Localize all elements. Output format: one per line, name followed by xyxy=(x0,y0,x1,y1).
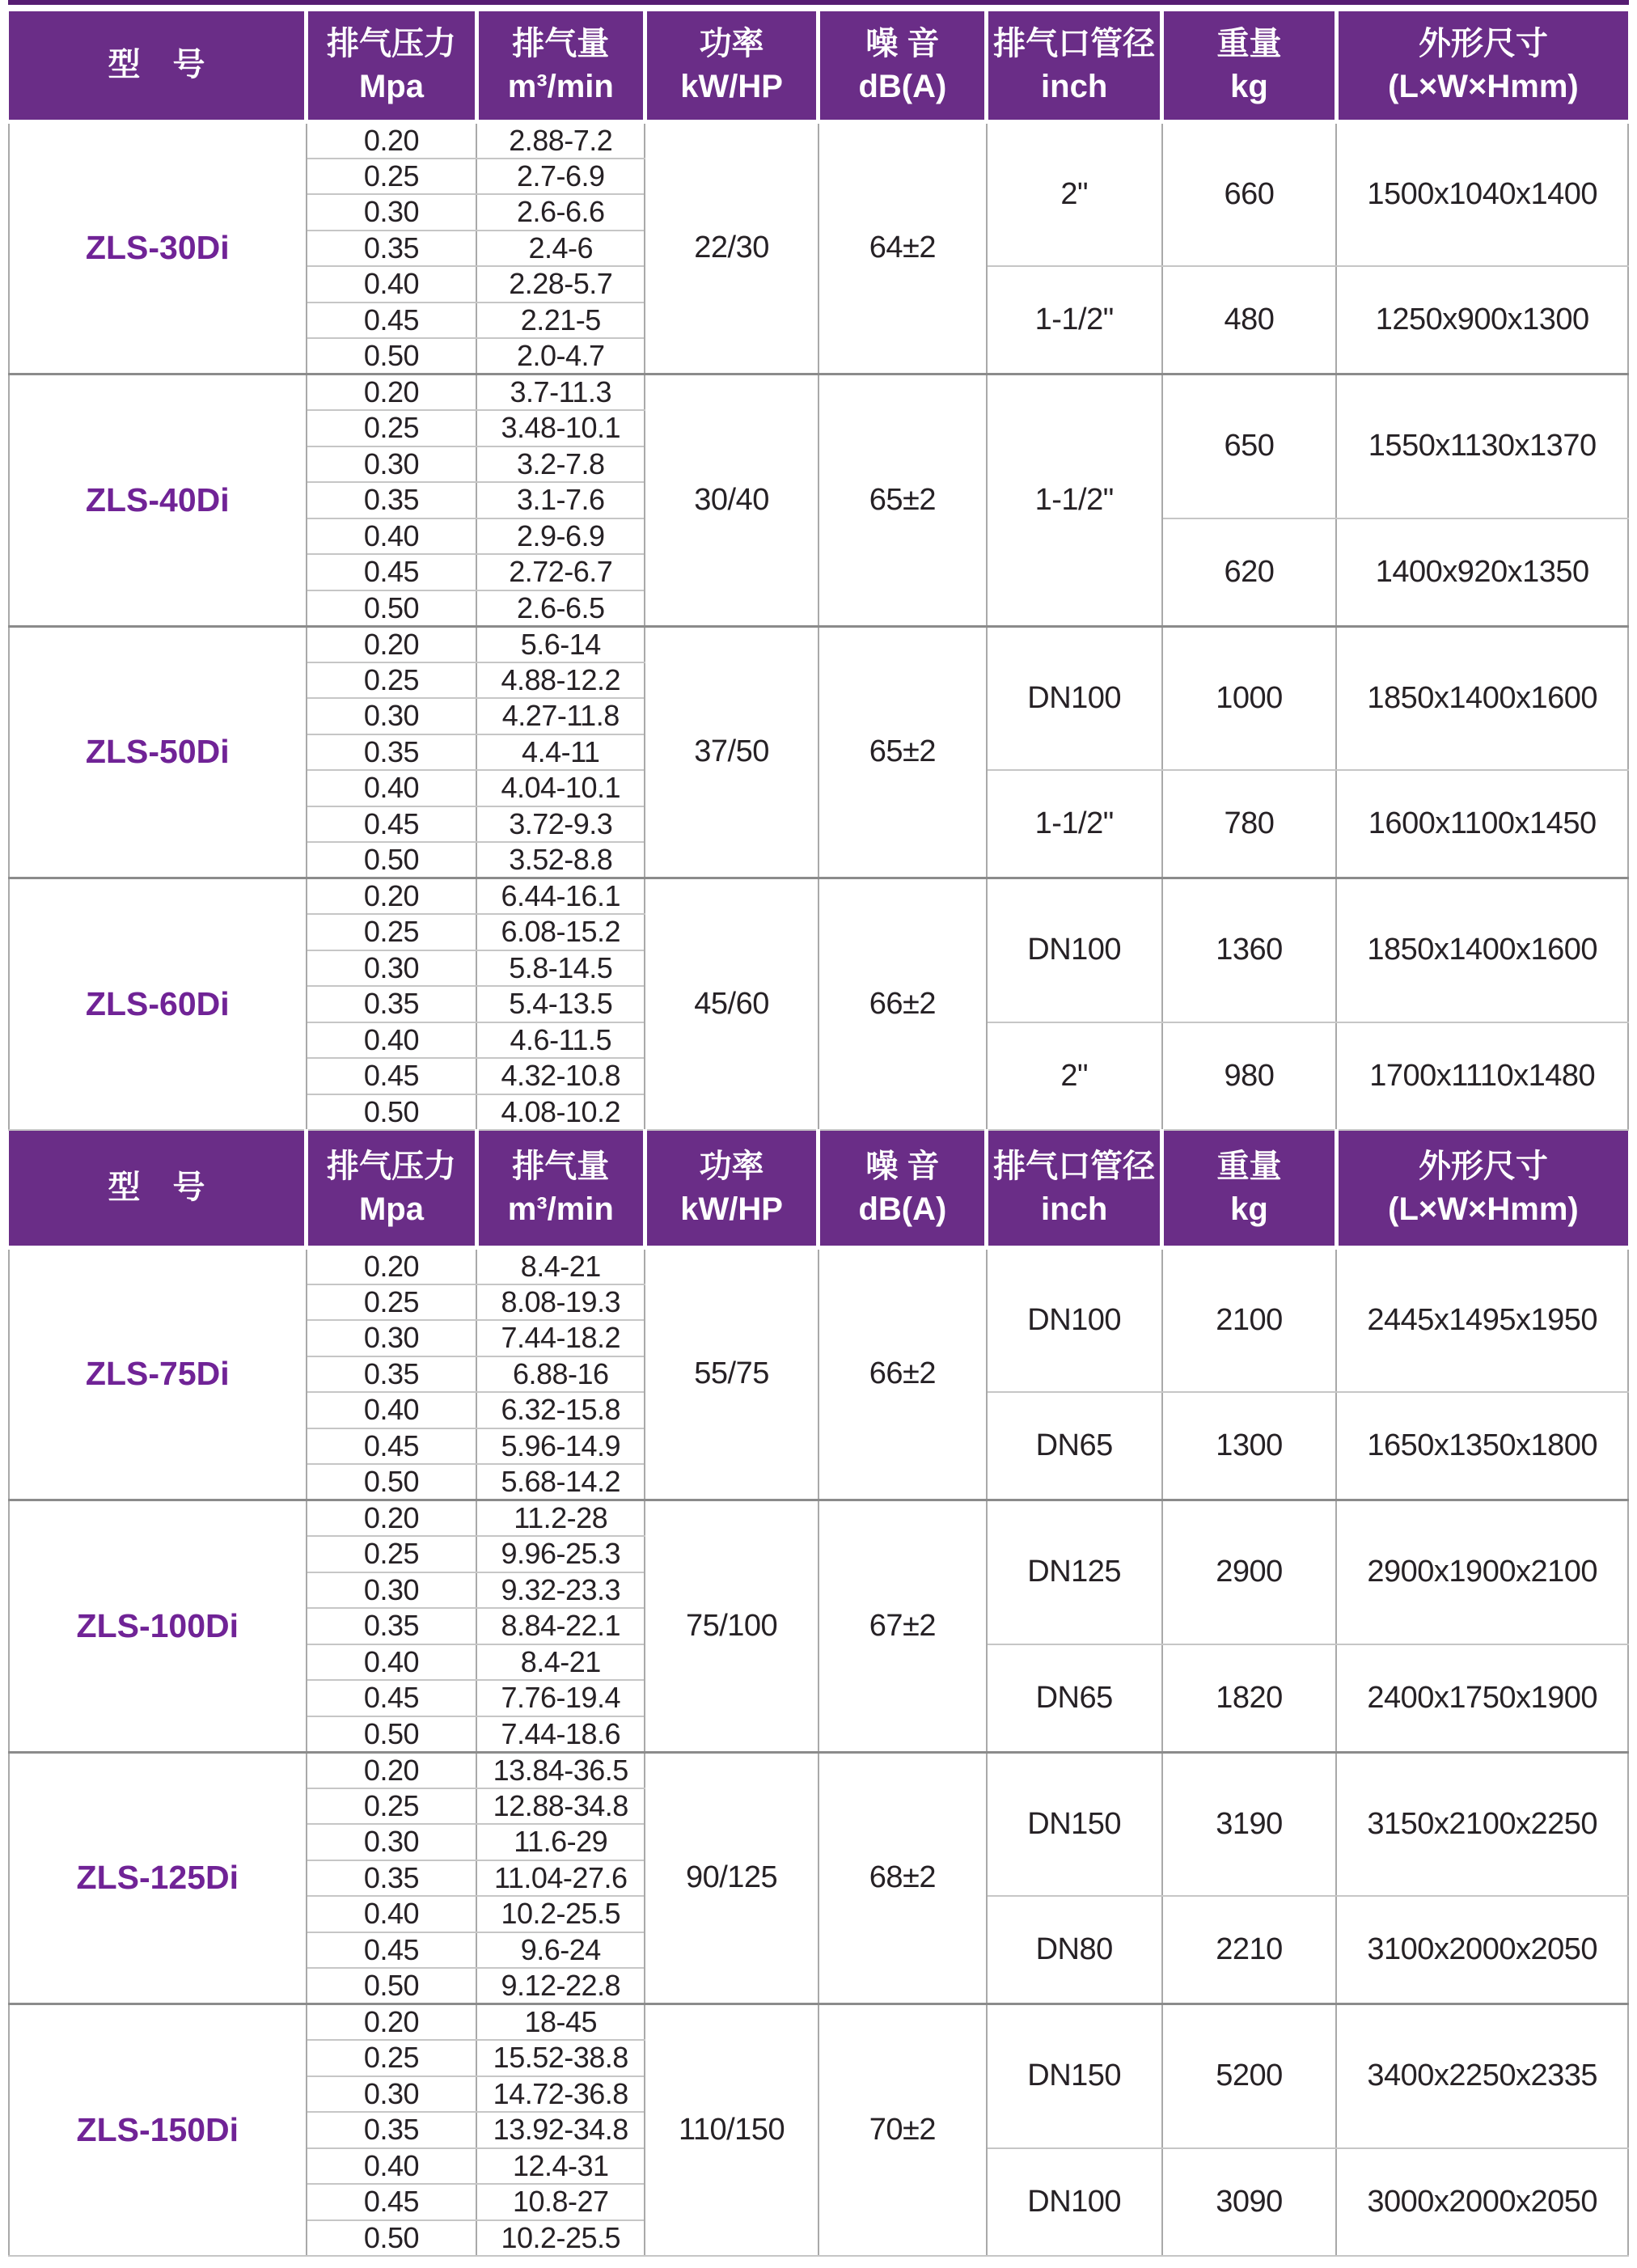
pipe-cell: DN80 xyxy=(987,1896,1162,2004)
flow-cell: 7.76-19.4 xyxy=(476,1680,645,1716)
power-cell: 22/30 xyxy=(645,121,818,374)
flow-cell: 13.92-34.8 xyxy=(476,2112,645,2148)
pressure-cell: 0.40 xyxy=(307,1022,477,1059)
header-sublabel: m³/min xyxy=(507,1191,614,1227)
pressure-cell: 0.25 xyxy=(307,1536,477,1572)
header-sublabel: kW/HP xyxy=(680,1191,783,1227)
header-sublabel: kg xyxy=(1230,68,1268,104)
section-data-row xyxy=(9,1247,1628,1284)
model-cell: ZLS-50Di xyxy=(9,626,307,878)
pressure-cell: 0.45 xyxy=(307,1680,477,1716)
section-data-row xyxy=(9,1752,1628,1788)
power-cell: 110/150 xyxy=(645,2004,818,2257)
noise-cell: 66±2 xyxy=(818,878,987,1131)
section-data-row xyxy=(9,121,1628,159)
pressure-cell: 0.50 xyxy=(307,590,477,627)
pressure-cell: 0.40 xyxy=(307,770,477,806)
header-sublabel: dB(A) xyxy=(858,1191,947,1227)
flow-cell: 8.84-22.1 xyxy=(476,1608,645,1644)
pressure-cell: 0.20 xyxy=(307,1247,477,1284)
section-data-row xyxy=(9,878,1628,915)
model-cell: ZLS-30Di xyxy=(9,121,307,374)
pressure-cell: 0.25 xyxy=(307,662,477,699)
flow-cell: 2.88-7.2 xyxy=(476,121,645,159)
flow-cell: 11.04-27.6 xyxy=(476,1860,645,1897)
header-label: 重量 xyxy=(1216,1148,1282,1184)
flow-cell: 8.4-21 xyxy=(476,1247,645,1284)
header-cell-noise xyxy=(818,11,987,121)
pressure-cell: 0.30 xyxy=(307,1824,477,1860)
pressure-cell: 0.35 xyxy=(307,1356,477,1393)
flow-cell: 2.7-6.9 xyxy=(476,159,645,195)
header-label: 功率 xyxy=(699,25,764,61)
dims-cell: 2400x1750x1900 xyxy=(1336,1644,1628,1753)
pipe-cell: DN100 xyxy=(987,1247,1162,1392)
dims-cell: 3150x2100x2250 xyxy=(1336,1752,1628,1896)
header-cell-weight xyxy=(1162,11,1337,121)
weight-cell: 1000 xyxy=(1162,626,1337,770)
flow-cell: 12.88-34.8 xyxy=(476,1788,645,1825)
pressure-cell: 0.40 xyxy=(307,1896,477,1932)
header-row xyxy=(9,11,1628,121)
pressure-cell: 0.20 xyxy=(307,626,477,662)
dims-cell: 1400x920x1350 xyxy=(1336,518,1628,627)
pressure-cell: 0.30 xyxy=(307,446,477,483)
noise-cell: 70±2 xyxy=(818,2004,987,2257)
flow-cell: 4.88-12.2 xyxy=(476,662,645,699)
flow-cell: 2.21-5 xyxy=(476,303,645,339)
flow-cell: 6.08-15.2 xyxy=(476,914,645,950)
pipe-cell: DN65 xyxy=(987,1392,1162,1500)
pipe-cell: 2" xyxy=(987,1022,1162,1131)
pressure-cell: 0.40 xyxy=(307,2148,477,2185)
flow-cell: 3.1-7.6 xyxy=(476,482,645,518)
header-cell-power xyxy=(645,11,818,121)
dims-cell: 1600x1100x1450 xyxy=(1336,770,1628,878)
pressure-cell: 0.30 xyxy=(307,698,477,734)
pressure-cell: 0.45 xyxy=(307,1932,477,1969)
noise-cell: 68±2 xyxy=(818,1752,987,2004)
header-label: 排气压力 xyxy=(326,25,456,61)
pressure-cell: 0.35 xyxy=(307,1608,477,1644)
pressure-cell: 0.30 xyxy=(307,2076,477,2113)
pipe-cell: DN150 xyxy=(987,1752,1162,1896)
pressure-cell: 0.50 xyxy=(307,1968,477,2004)
dims-cell: 1650x1350x1800 xyxy=(1336,1392,1628,1500)
weight-cell: 1360 xyxy=(1162,878,1337,1022)
section-data-row xyxy=(9,626,1628,662)
mid-header-cell-noise xyxy=(818,1130,987,1247)
model-cell: ZLS-60Di xyxy=(9,878,307,1131)
dims-cell: 1250x900x1300 xyxy=(1336,266,1628,374)
header-sublabel: (L×W×Hmm) xyxy=(1388,1191,1579,1227)
weight-cell: 620 xyxy=(1162,518,1337,627)
pipe-cell: DN150 xyxy=(987,2004,1162,2148)
model-cell: ZLS-100Di xyxy=(9,1500,307,1753)
pressure-cell: 0.45 xyxy=(307,2184,477,2220)
dims-cell: 2900x1900x2100 xyxy=(1336,1500,1628,1644)
pressure-cell: 0.45 xyxy=(307,1058,477,1094)
model-cell: ZLS-40Di xyxy=(9,374,307,627)
model-cell: ZLS-125Di xyxy=(9,1752,307,2004)
header-label: 排气量 xyxy=(512,25,610,61)
flow-cell: 3.7-11.3 xyxy=(476,374,645,411)
mid-header-cell-model xyxy=(9,1130,307,1247)
pressure-cell: 0.35 xyxy=(307,734,477,771)
pressure-cell: 0.50 xyxy=(307,1716,477,1753)
pressure-cell: 0.20 xyxy=(307,1752,477,1788)
flow-cell: 4.32-10.8 xyxy=(476,1058,645,1094)
flow-cell: 2.28-5.7 xyxy=(476,266,645,303)
section-data-row xyxy=(9,2004,1628,2041)
flow-cell: 9.96-25.3 xyxy=(476,1536,645,1572)
pipe-cell: 2" xyxy=(987,121,1162,266)
weight-cell: 1820 xyxy=(1162,1644,1337,1753)
table-body xyxy=(9,121,1628,2256)
pressure-cell: 0.25 xyxy=(307,410,477,446)
flow-cell: 2.72-6.7 xyxy=(476,554,645,590)
flow-cell: 11.2-28 xyxy=(476,1500,645,1537)
header-cell-model xyxy=(9,11,307,121)
pressure-cell: 0.30 xyxy=(307,1320,477,1356)
pressure-cell: 0.20 xyxy=(307,2004,477,2041)
flow-cell: 3.72-9.3 xyxy=(476,806,645,843)
header-label: 排气压力 xyxy=(326,1148,456,1184)
flow-cell: 9.6-24 xyxy=(476,1932,645,1969)
pressure-cell: 0.45 xyxy=(307,806,477,843)
flow-cell: 2.6-6.5 xyxy=(476,590,645,627)
flow-cell: 3.52-8.8 xyxy=(476,842,645,878)
weight-cell: 660 xyxy=(1162,121,1337,266)
weight-cell: 650 xyxy=(1162,374,1337,518)
pressure-cell: 0.35 xyxy=(307,1860,477,1897)
pressure-cell: 0.35 xyxy=(307,2112,477,2148)
weight-cell: 3190 xyxy=(1162,1752,1337,1896)
pressure-cell: 0.30 xyxy=(307,194,477,231)
pressure-cell: 0.35 xyxy=(307,482,477,518)
flow-cell: 11.6-29 xyxy=(476,1824,645,1860)
flow-cell: 3.48-10.1 xyxy=(476,410,645,446)
flow-cell: 8.4-21 xyxy=(476,1644,645,1681)
dims-cell: 1850x1400x1600 xyxy=(1336,878,1628,1022)
flow-cell: 4.27-11.8 xyxy=(476,698,645,734)
spec-table xyxy=(8,11,1629,2257)
flow-cell: 5.68-14.2 xyxy=(476,1464,645,1500)
pressure-cell: 0.25 xyxy=(307,2040,477,2076)
model-cell: ZLS-75Di xyxy=(9,1247,307,1500)
pressure-cell: 0.50 xyxy=(307,2220,477,2257)
model-cell: ZLS-150Di xyxy=(9,2004,307,2257)
flow-cell: 5.96-14.9 xyxy=(476,1428,645,1465)
pipe-cell: 1-1/2" xyxy=(987,266,1162,374)
header-label: 功率 xyxy=(699,1148,764,1184)
pressure-cell: 0.35 xyxy=(307,986,477,1022)
weight-cell: 780 xyxy=(1162,770,1337,878)
pipe-cell: DN125 xyxy=(987,1500,1162,1644)
pressure-cell: 0.20 xyxy=(307,1500,477,1537)
dims-cell: 3000x2000x2050 xyxy=(1336,2148,1628,2257)
dims-cell: 1500x1040x1400 xyxy=(1336,121,1628,266)
weight-cell: 2100 xyxy=(1162,1247,1337,1392)
pressure-cell: 0.30 xyxy=(307,1572,477,1609)
flow-cell: 5.8-14.5 xyxy=(476,950,645,987)
flow-cell: 5.6-14 xyxy=(476,626,645,662)
mid-header-cell-power xyxy=(645,1130,818,1247)
flow-cell: 4.08-10.2 xyxy=(476,1094,645,1131)
flow-cell: 14.72-36.8 xyxy=(476,2076,645,2113)
header-sublabel: (L×W×Hmm) xyxy=(1388,68,1579,104)
pressure-cell: 0.50 xyxy=(307,338,477,374)
pressure-cell: 0.45 xyxy=(307,554,477,590)
dims-cell: 3400x2250x2335 xyxy=(1336,2004,1628,2148)
header-sublabel: kg xyxy=(1230,1191,1268,1227)
dims-cell: 2445x1495x1950 xyxy=(1336,1247,1628,1392)
pressure-cell: 0.20 xyxy=(307,374,477,411)
weight-cell: 2210 xyxy=(1162,1896,1337,2004)
noise-cell: 65±2 xyxy=(818,374,987,627)
header-sublabel: inch xyxy=(1041,68,1108,104)
header-sublabel: dB(A) xyxy=(858,68,947,104)
dims-cell: 1850x1400x1600 xyxy=(1336,626,1628,770)
header-sublabel: inch xyxy=(1041,1191,1108,1227)
weight-cell: 480 xyxy=(1162,266,1337,374)
flow-cell: 6.88-16 xyxy=(476,1356,645,1393)
pressure-cell: 0.50 xyxy=(307,1094,477,1131)
flow-cell: 15.52-38.8 xyxy=(476,2040,645,2076)
header-sublabel: kW/HP xyxy=(680,68,783,104)
noise-cell: 65±2 xyxy=(818,626,987,878)
pressure-cell: 0.30 xyxy=(307,950,477,987)
noise-cell: 64±2 xyxy=(818,121,987,374)
header-label: 外形尺寸 xyxy=(1418,25,1548,61)
header-label: 排气口管径 xyxy=(993,25,1156,61)
weight-cell: 1300 xyxy=(1162,1392,1337,1500)
flow-cell: 10.8-27 xyxy=(476,2184,645,2220)
flow-cell: 10.2-25.5 xyxy=(476,1896,645,1932)
power-cell: 55/75 xyxy=(645,1247,818,1500)
mid-header-cell-pressure xyxy=(307,1130,477,1247)
header-label: 排气口管径 xyxy=(993,1148,1156,1184)
header-label: 噪 音 xyxy=(865,25,940,61)
flow-cell: 7.44-18.6 xyxy=(476,1716,645,1753)
noise-cell: 66±2 xyxy=(818,1247,987,1500)
mid-header-cell-pipe xyxy=(987,1130,1162,1247)
pressure-cell: 0.45 xyxy=(307,1428,477,1465)
flow-cell: 13.84-36.5 xyxy=(476,1752,645,1788)
header-label: 型 号 xyxy=(108,1170,205,1206)
flow-cell: 12.4-31 xyxy=(476,2148,645,2185)
mid-header-cell-flow xyxy=(476,1130,645,1247)
flow-cell: 2.0-4.7 xyxy=(476,338,645,374)
flow-cell: 4.4-11 xyxy=(476,734,645,771)
pressure-cell: 0.25 xyxy=(307,1284,477,1321)
weight-cell: 2900 xyxy=(1162,1500,1337,1644)
pressure-cell: 0.20 xyxy=(307,878,477,915)
pressure-cell: 0.25 xyxy=(307,914,477,950)
pressure-cell: 0.40 xyxy=(307,266,477,303)
weight-cell: 3090 xyxy=(1162,2148,1337,2257)
pressure-cell: 0.40 xyxy=(307,518,477,555)
header-cell-pipe xyxy=(987,11,1162,121)
pipe-cell: 1-1/2" xyxy=(987,374,1162,627)
flow-cell: 9.12-22.8 xyxy=(476,1968,645,2004)
flow-cell: 7.44-18.2 xyxy=(476,1320,645,1356)
flow-cell: 3.2-7.8 xyxy=(476,446,645,483)
flow-cell: 4.04-10.1 xyxy=(476,770,645,806)
top-accent-strip xyxy=(8,0,1629,5)
flow-cell: 6.32-15.8 xyxy=(476,1392,645,1428)
flow-cell: 18-45 xyxy=(476,2004,645,2041)
power-cell: 90/125 xyxy=(645,1752,818,2004)
pressure-cell: 0.40 xyxy=(307,1644,477,1681)
noise-cell: 67±2 xyxy=(818,1500,987,1753)
header-cell-dims xyxy=(1336,11,1628,121)
pipe-cell: 1-1/2" xyxy=(987,770,1162,878)
pressure-cell: 0.35 xyxy=(307,231,477,267)
weight-cell: 5200 xyxy=(1162,2004,1337,2148)
flow-cell: 2.4-6 xyxy=(476,231,645,267)
flow-cell: 9.32-23.3 xyxy=(476,1572,645,1609)
section-data-row xyxy=(9,374,1628,411)
power-cell: 30/40 xyxy=(645,374,818,627)
header-label: 型 号 xyxy=(108,47,205,83)
flow-cell: 10.2-25.5 xyxy=(476,2220,645,2257)
flow-cell: 2.6-6.6 xyxy=(476,194,645,231)
pressure-cell: 0.50 xyxy=(307,842,477,878)
table-header xyxy=(9,11,1628,121)
flow-cell: 6.44-16.1 xyxy=(476,878,645,915)
pressure-cell: 0.25 xyxy=(307,1788,477,1825)
header-label: 排气量 xyxy=(512,1148,610,1184)
header-sublabel: m³/min xyxy=(507,68,614,104)
header-label: 外形尺寸 xyxy=(1418,1148,1548,1184)
dims-cell: 3100x2000x2050 xyxy=(1336,1896,1628,2004)
header-cell-pressure xyxy=(307,11,477,121)
flow-cell: 2.9-6.9 xyxy=(476,518,645,555)
pipe-cell: DN100 xyxy=(987,626,1162,770)
pressure-cell: 0.25 xyxy=(307,159,477,195)
mid-header-cell-dims xyxy=(1336,1130,1628,1247)
flow-cell: 8.08-19.3 xyxy=(476,1284,645,1321)
header-label: 重量 xyxy=(1216,25,1282,61)
pipe-cell: DN100 xyxy=(987,2148,1162,2257)
section-data-row xyxy=(9,1500,1628,1537)
dims-cell: 1550x1130x1370 xyxy=(1336,374,1628,518)
header-sublabel: Mpa xyxy=(358,1191,424,1227)
pressure-cell: 0.45 xyxy=(307,303,477,339)
power-cell: 75/100 xyxy=(645,1500,818,1753)
header-sublabel: Mpa xyxy=(358,68,424,104)
power-cell: 45/60 xyxy=(645,878,818,1131)
pressure-cell: 0.40 xyxy=(307,1392,477,1428)
header-cell-flow xyxy=(476,11,645,121)
flow-cell: 4.6-11.5 xyxy=(476,1022,645,1059)
mid-header-row xyxy=(9,1130,1628,1247)
pipe-cell: DN65 xyxy=(987,1644,1162,1753)
mid-header-cell-weight xyxy=(1162,1130,1337,1247)
weight-cell: 980 xyxy=(1162,1022,1337,1131)
pressure-cell: 0.20 xyxy=(307,121,477,159)
pipe-cell: DN100 xyxy=(987,878,1162,1022)
pressure-cell: 0.50 xyxy=(307,1464,477,1500)
header-label: 噪 音 xyxy=(865,1148,940,1184)
flow-cell: 5.4-13.5 xyxy=(476,986,645,1022)
power-cell: 37/50 xyxy=(645,626,818,878)
dims-cell: 1700x1110x1480 xyxy=(1336,1022,1628,1131)
